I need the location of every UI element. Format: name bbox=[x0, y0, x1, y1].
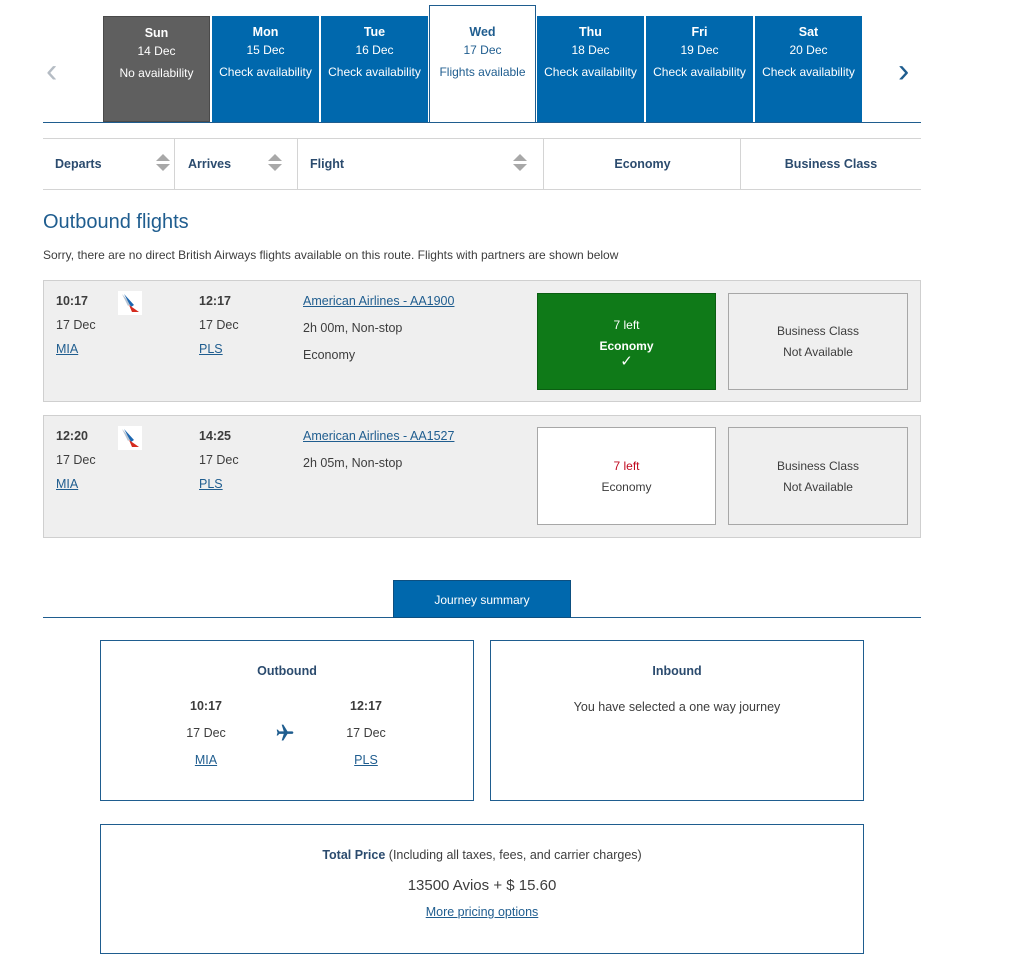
day-name: Thu bbox=[579, 25, 602, 39]
fare-availability: Not Available bbox=[783, 345, 853, 359]
day-status: Check availability bbox=[219, 65, 312, 79]
checkmark-icon: ✓ bbox=[620, 353, 633, 370]
sort-arrives-label: Arrives bbox=[188, 157, 232, 171]
airplane-icon bbox=[275, 723, 295, 748]
day-tab-thu[interactable] bbox=[537, 16, 644, 122]
sort-arrives[interactable] bbox=[174, 139, 298, 189]
day-name: Fri bbox=[691, 25, 708, 39]
summary-arrival-time: 12:17 bbox=[350, 699, 382, 713]
arrival-time: 12:17 bbox=[199, 294, 231, 308]
flight-duration: 2h 05m, Non-stop bbox=[303, 456, 403, 470]
sort-arrows-icon bbox=[268, 154, 282, 174]
day-status: Check availability bbox=[544, 65, 637, 79]
total-price-box bbox=[100, 824, 864, 954]
day-date: 16 Dec bbox=[355, 43, 394, 57]
chevron-right-icon[interactable]: › bbox=[898, 52, 910, 90]
sort-arrows-icon bbox=[156, 154, 170, 174]
day-date: 20 Dec bbox=[789, 43, 828, 57]
arrival-date: 17 Dec bbox=[199, 318, 239, 332]
day-status: Check availability bbox=[653, 65, 746, 79]
day-name: Tue bbox=[363, 25, 386, 39]
total-price-value: 13500 Avios + $ 15.60 bbox=[407, 877, 557, 894]
flight-card bbox=[43, 415, 921, 538]
more-pricing-wrap bbox=[101, 905, 863, 919]
day-tab-tue[interactable] bbox=[321, 16, 428, 122]
american-airlines-logo-icon bbox=[118, 291, 142, 315]
flight-cabin: Economy bbox=[303, 348, 356, 362]
more-pricing-options-link[interactable]: More pricing options bbox=[425, 905, 539, 919]
fare-cabin-label: Economy bbox=[601, 480, 652, 494]
business-fare-unavailable bbox=[728, 293, 908, 390]
american-airlines-logo-icon bbox=[118, 426, 142, 450]
arrival-airport-link[interactable]: PLS bbox=[199, 342, 223, 356]
day-tab-wed[interactable] bbox=[429, 5, 536, 122]
summary-arrival-date: 17 Dec bbox=[346, 726, 386, 740]
departure-airport-link[interactable]: MIA bbox=[56, 342, 79, 356]
outbound-summary-box bbox=[100, 640, 474, 801]
sort-flight-label: Flight bbox=[310, 157, 345, 171]
column-economy: Economy bbox=[543, 139, 741, 189]
summary-departure-airport-link[interactable]: MIA bbox=[194, 753, 218, 767]
day-name: Mon bbox=[252, 25, 279, 39]
day-status: No availability bbox=[119, 66, 194, 80]
seats-left: 7 left bbox=[613, 318, 640, 332]
total-price-note: (Including all taxes, fees, and carrier charges) bbox=[388, 848, 642, 862]
economy-fare-selected[interactable] bbox=[537, 293, 716, 390]
sort-arrows-icon bbox=[513, 154, 527, 174]
summary-departure-time: 10:17 bbox=[190, 699, 222, 713]
arrival-airport-link[interactable]: PLS bbox=[199, 477, 223, 491]
sort-flight[interactable] bbox=[297, 139, 544, 189]
flight-card bbox=[43, 280, 921, 402]
fare-availability: Not Available bbox=[783, 480, 853, 494]
arrival-time: 14:25 bbox=[199, 429, 231, 443]
sort-departs[interactable] bbox=[55, 139, 175, 189]
day-tab-sun bbox=[103, 16, 210, 122]
inbound-summary-title: Inbound bbox=[652, 664, 702, 678]
departure-time: 12:20 bbox=[56, 429, 88, 443]
day-tab-sat[interactable] bbox=[755, 16, 862, 122]
partner-flights-note: Sorry, there are no direct British Airways flights available on this route. Flights with partners are shown below bbox=[43, 248, 619, 262]
one-way-note: You have selected a one way journey bbox=[573, 700, 781, 714]
date-strip-divider bbox=[43, 122, 921, 123]
departure-time: 10:17 bbox=[56, 294, 88, 308]
column-business: Business Class bbox=[740, 139, 921, 189]
sort-departs-label: Departs bbox=[55, 157, 102, 171]
day-status: Check availability bbox=[762, 65, 855, 79]
day-name: Sun bbox=[144, 26, 169, 40]
fare-cabin-label: Business Class bbox=[776, 459, 860, 473]
seats-left: 7 left bbox=[613, 459, 640, 473]
day-date: 15 Dec bbox=[246, 43, 285, 57]
chevron-left-icon[interactable]: ‹ bbox=[46, 52, 58, 90]
total-price-heading bbox=[101, 848, 863, 862]
outbound-flights-title: Outbound flights bbox=[43, 211, 189, 233]
fare-cabin-label: Business Class bbox=[776, 324, 860, 338]
day-name: Sat bbox=[798, 25, 819, 39]
day-name: Wed bbox=[469, 25, 496, 39]
departure-airport-link[interactable]: MIA bbox=[56, 477, 79, 491]
day-status: Check availability bbox=[328, 65, 421, 79]
journey-summary-tab[interactable]: Journey summary bbox=[393, 580, 571, 618]
inbound-summary-box bbox=[490, 640, 864, 801]
total-price-label: Total Price bbox=[322, 848, 386, 862]
day-date: 19 Dec bbox=[680, 43, 719, 57]
day-tab-fri[interactable] bbox=[646, 16, 753, 122]
day-date: 17 Dec bbox=[463, 43, 502, 57]
summary-arrival-airport-link[interactable]: PLS bbox=[354, 753, 378, 767]
summary-departure-date: 17 Dec bbox=[186, 726, 226, 740]
day-date: 18 Dec bbox=[571, 43, 610, 57]
flight-number-link[interactable]: American Airlines - AA1527 bbox=[303, 429, 455, 443]
flight-number-link[interactable]: American Airlines - AA1900 bbox=[303, 294, 455, 308]
business-fare-unavailable bbox=[728, 427, 908, 525]
sort-header-row bbox=[43, 138, 921, 190]
day-date: 14 Dec bbox=[137, 44, 176, 58]
arrival-date: 17 Dec bbox=[199, 453, 239, 467]
day-tab-mon[interactable] bbox=[212, 16, 319, 122]
fare-cabin-label: Economy bbox=[599, 339, 654, 353]
day-status: Flights available bbox=[439, 65, 526, 79]
economy-fare-option[interactable] bbox=[537, 427, 716, 525]
flight-duration: 2h 00m, Non-stop bbox=[303, 321, 403, 335]
departure-date: 17 Dec bbox=[56, 453, 96, 467]
outbound-summary-title: Outbound bbox=[257, 664, 317, 678]
departure-date: 17 Dec bbox=[56, 318, 96, 332]
